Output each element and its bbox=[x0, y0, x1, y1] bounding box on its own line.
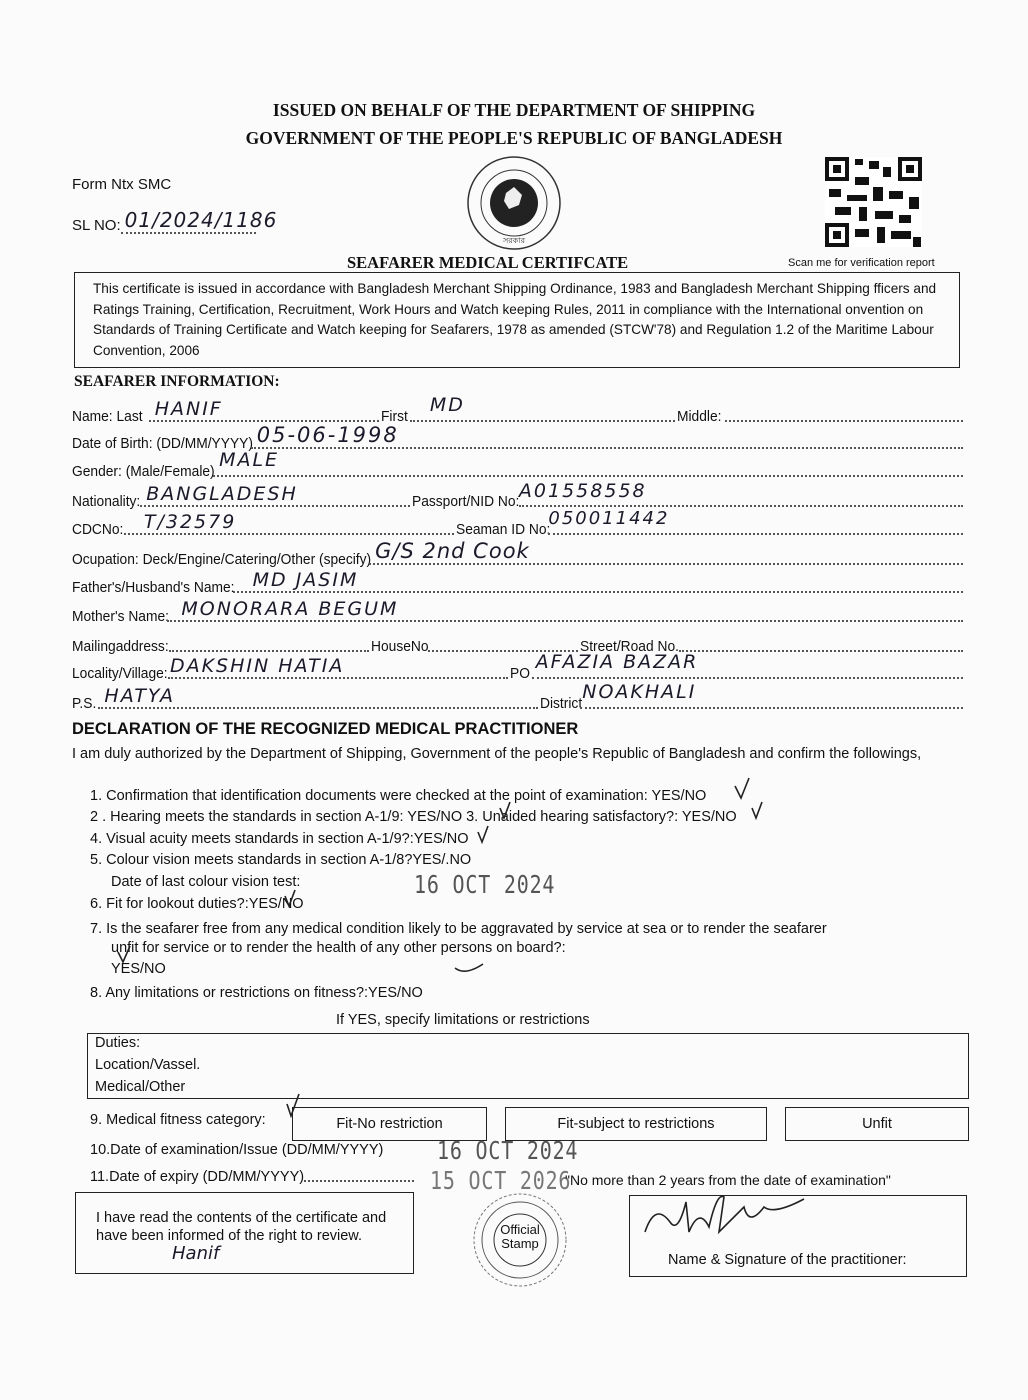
gender-label: Gender: (Male/Female) bbox=[72, 463, 215, 480]
nationality-label: Nationality: bbox=[72, 493, 141, 510]
gender-value: MALE bbox=[219, 449, 280, 471]
acknowledgement-box bbox=[75, 1192, 414, 1274]
practitioner-box bbox=[629, 1195, 967, 1277]
house-label: HouseNo bbox=[371, 638, 429, 655]
declaration-item-7: 7. Is the seafarer free from any medical condition likely to be aggravated by service at sea or to render the seafarer bbox=[90, 921, 827, 937]
mother-value: MONORARA BEGUM bbox=[181, 598, 399, 620]
declaration-heading: DECLARATION OF THE RECOGNIZED MEDICAL PRACTITIONER bbox=[72, 720, 579, 738]
category-fit-subject-to-restrictions[interactable]: Fit-subject to restrictions bbox=[505, 1107, 767, 1141]
first-name-label: First bbox=[380, 408, 408, 425]
declaration-item-4: 4. Visual acuity meets standards in section A-1/9?:YES/NO bbox=[90, 831, 469, 847]
dob-value: 05-06-1998 bbox=[256, 423, 399, 447]
father-label: Father's/Husband's Name: bbox=[72, 579, 235, 596]
official-stamp-label: Official Stamp bbox=[500, 1222, 540, 1251]
last-name-value: HANIF bbox=[154, 398, 223, 420]
cdc-value: T/32579 bbox=[143, 511, 237, 533]
fitness-category-label: 9. Medical fitness category: bbox=[90, 1112, 266, 1128]
passport-label: Passport/NID No: bbox=[412, 493, 520, 510]
limit-medical: Medical/Other bbox=[95, 1079, 186, 1095]
practitioner-signature bbox=[635, 1182, 895, 1242]
category-unfit[interactable]: Unfit bbox=[785, 1107, 969, 1141]
seaman-id-label: Seaman ID No: bbox=[455, 521, 551, 538]
limit-location: Location/Vassel. bbox=[95, 1057, 201, 1073]
colour-test-date-stamp: 16 OCT 2024 bbox=[414, 870, 556, 899]
expiry-label: 11.Date of expiry (DD/MM/YYYY) bbox=[90, 1169, 305, 1185]
acknowledgement-text: I have read the contents of the certificate and have been informed of the right to review. bbox=[96, 1210, 387, 1244]
declaration-item-7-cont: unfit for service or to render the health of any other persons on board?: bbox=[111, 940, 566, 956]
sl-label: SL NO: bbox=[72, 217, 121, 234]
district-value: NOAKHALI bbox=[582, 681, 697, 703]
category-fit-no-restriction[interactable]: Fit-No restriction bbox=[292, 1107, 487, 1141]
nationality-value: BANGLADESH bbox=[146, 483, 298, 505]
expiry-note: "No more than 2 years from the date of examination" bbox=[565, 1172, 891, 1188]
declaration-item-1: 1. Confirmation that identification documents were checked at the point of examination: YES/NO bbox=[90, 788, 707, 804]
header-line-1: ISSUED ON BEHALF OF THE DEPARTMENT OF SHIPPING bbox=[272, 100, 756, 120]
occupation-value: G/S 2nd Cook bbox=[375, 539, 530, 563]
certificate-title: SEAFARER MEDICAL CERTIFCATE bbox=[347, 253, 629, 272]
limitations-box bbox=[87, 1033, 969, 1099]
declaration-item-7-answer: YES/NO bbox=[111, 961, 166, 977]
exam-date-label: 10.Date of examination/Issue (DD/MM/YYYY) bbox=[90, 1142, 384, 1158]
district-label: District bbox=[540, 695, 583, 712]
practitioner-label: Name & Signature of the practitioner: bbox=[668, 1252, 907, 1268]
declaration-paragraph: I am duly authorized by the Department of Shipping, Government of the people's Republic of Bangladesh and confirm the followings, bbox=[72, 746, 922, 762]
seaman-id-value: 050011442 bbox=[548, 508, 670, 529]
exam-date-stamp: 16 OCT 2024 bbox=[437, 1136, 579, 1165]
declaration-item-2-3: 2 . Hearing meets the standards in section A-1/9: YES/NO 3. Unaided hearing satisfactory?: YES/NO bbox=[90, 809, 737, 825]
form-label: Form Ntx SMC bbox=[72, 176, 172, 193]
passport-value: A01558558 bbox=[518, 480, 647, 502]
declaration-item-6: 6. Fit for lookout duties?:YES/NO bbox=[90, 896, 304, 912]
seafarer-info-heading: SEAFARER INFORMATION: bbox=[74, 373, 280, 390]
middle-name-label: Middle: bbox=[676, 408, 722, 425]
qr-caption: Scan me for verification report bbox=[788, 257, 935, 269]
declaration-item-5: 5. Colour vision meets standards in section A-1/8?YES/.NO bbox=[90, 852, 472, 868]
expiry-date-stamp: 15 OCT 2026 bbox=[430, 1166, 572, 1195]
intro-box: This certificate is issued in accordance with Bangladesh Merchant Shipping Ordinance, 1983 and Bangladesh Merchant Shipping fficers and Ratings Training, Certification, Recruitment, Work Hours and Watch keeping Rules, 2011 in compliance with the International onvention on Standards of Training Certificate and Watch keeping for Seafarers, 1978 as amended (STCW'78) and Regulation 1.2 of the Maritime Labour Convention, 2006 bbox=[74, 272, 960, 368]
seafarer-signature: Hanif bbox=[172, 1243, 220, 1264]
expiry-row bbox=[90, 1169, 414, 1185]
ps-value: HATYA bbox=[104, 685, 176, 707]
mailing-label: Mailingaddress: bbox=[72, 638, 169, 655]
last-name-label: Name: Last bbox=[72, 408, 143, 425]
first-name-value: MD bbox=[429, 394, 465, 416]
po-label: PO bbox=[509, 665, 530, 682]
svg-text:সরকার: সরকার bbox=[502, 236, 526, 245]
cdc-label: CDCNo: bbox=[72, 521, 124, 538]
mother-label: Mother's Name: bbox=[72, 608, 169, 625]
occupation-label: Ocupation: Deck/Engine/Catering/Other (specify) bbox=[72, 551, 372, 568]
limitations-note: If YES, specify limitations or restrictions bbox=[336, 1012, 590, 1028]
father-value: MD JASIM bbox=[252, 569, 359, 591]
limit-duties: Duties: bbox=[95, 1035, 141, 1051]
sl-value: 01/2024/1186 bbox=[124, 208, 278, 232]
declaration-item-8: 8. Any limitations or restrictions on fitness?:YES/NO bbox=[90, 985, 423, 1001]
street-label: Street/Road No. bbox=[579, 638, 679, 655]
dob-label: Date of Birth: (DD/MM/YYYY) bbox=[72, 435, 253, 452]
header-line-2: GOVERNMENT OF THE PEOPLE'S REPUBLIC OF BANGLADESH bbox=[245, 128, 783, 148]
colour-test-label: Date of last colour vision test: bbox=[111, 874, 301, 890]
po-value: AFAZIA BAZAR bbox=[535, 651, 699, 673]
locality-value: DAKSHIN HATIA bbox=[169, 655, 345, 677]
ps-label: P.S. bbox=[72, 695, 97, 712]
official-stamp bbox=[472, 1192, 568, 1288]
locality-label: Locality/Village: bbox=[72, 665, 168, 682]
